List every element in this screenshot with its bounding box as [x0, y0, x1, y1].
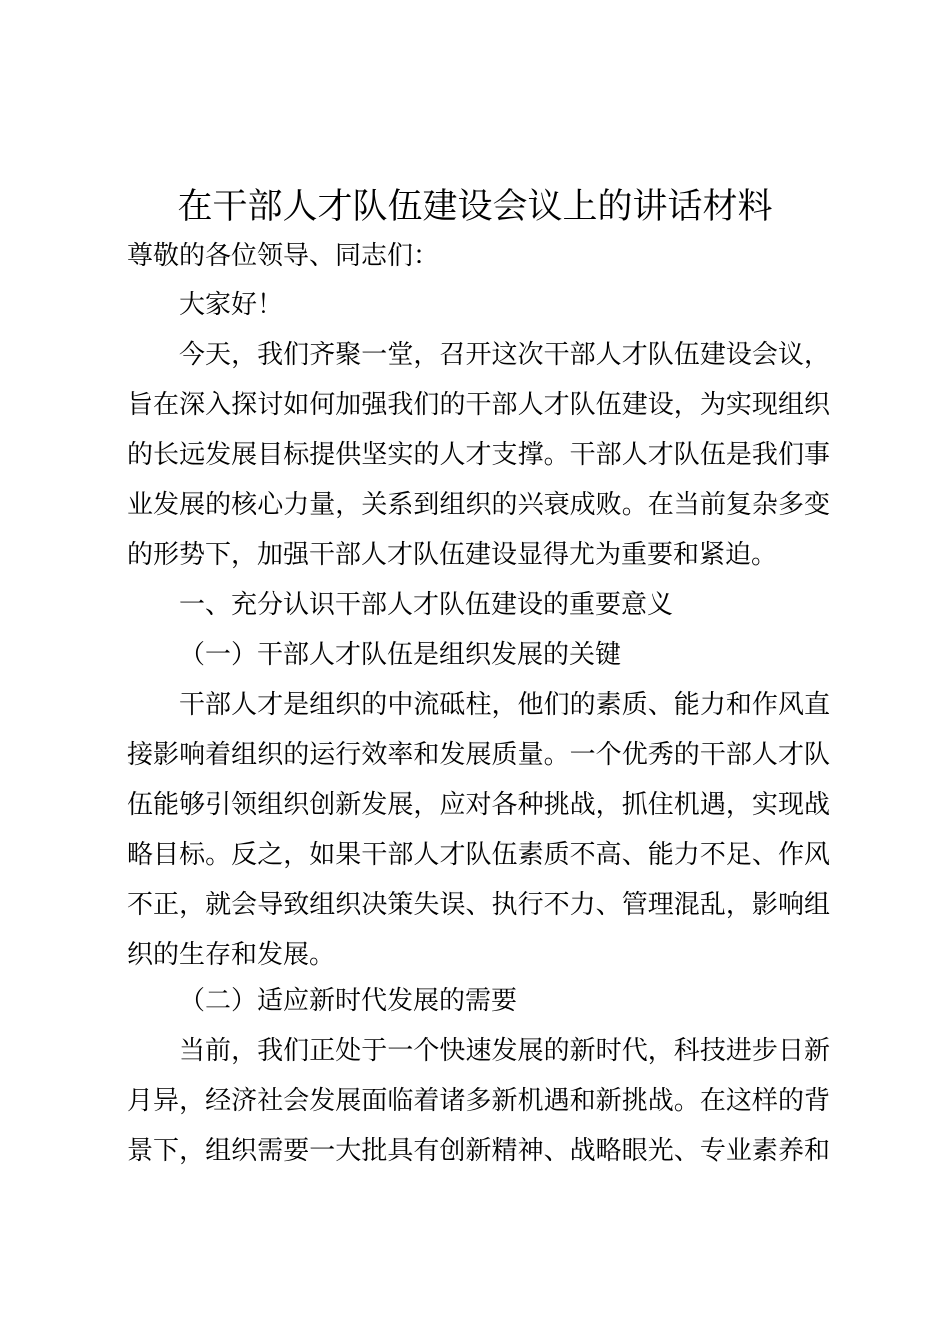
paragraph-line: 旨在深入探讨如何加强我们的干部人才队伍建设，为实现组织	[127, 390, 830, 420]
paragraph-line: 干部人才是组织的中流砥柱，他们的素质、能力和作风直	[179, 690, 830, 720]
paragraph-line: 伍能够引领组织创新发展，应对各种挑战，抓住机遇，实现战	[127, 790, 830, 820]
paragraph-line: 不正，就会导致组织决策失误、执行不力、管理混乱，影响组	[127, 890, 830, 920]
paragraph-line: 织的生存和发展。	[127, 940, 336, 970]
paragraph-line: 当前，我们正处于一个快速发展的新时代，科技进步日新	[179, 1036, 830, 1066]
greeting: 大家好！	[179, 290, 284, 320]
paragraph-line: 今天，我们齐聚一堂，召开这次干部人才队伍建设会议，	[179, 340, 830, 370]
paragraph-line: 接影响着组织的运行效率和发展质量。一个优秀的干部人才队	[127, 740, 830, 770]
section-heading: 一、充分认识干部人才队伍建设的重要意义	[179, 590, 674, 620]
subsection-heading: （一）干部人才队伍是组织发展的关键	[179, 640, 622, 670]
paragraph-line: 月异，经济社会发展面临着诸多新机遇和新挑战。在这样的背	[127, 1086, 830, 1116]
document-title: 在干部人才队伍建设会议上的讲话材料	[177, 187, 773, 227]
paragraph-line: 景下，组织需要一大批具有创新精神、战略眼光、专业素养和	[127, 1136, 830, 1166]
subsection-heading: （二）适应新时代发展的需要	[179, 986, 518, 1016]
paragraph-line: 业发展的核心力量，关系到组织的兴衰成败。在当前复杂多变	[127, 490, 830, 520]
salutation: 尊敬的各位领导、同志们：	[127, 241, 440, 271]
paragraph-line: 的形势下，加强干部人才队伍建设显得尤为重要和紧迫。	[127, 540, 778, 570]
paragraph-line: 略目标。反之，如果干部人才队伍素质不高、能力不足、作风	[127, 840, 830, 870]
paragraph-line: 的长远发展目标提供坚实的人才支撑。干部人才队伍是我们事	[127, 440, 830, 470]
